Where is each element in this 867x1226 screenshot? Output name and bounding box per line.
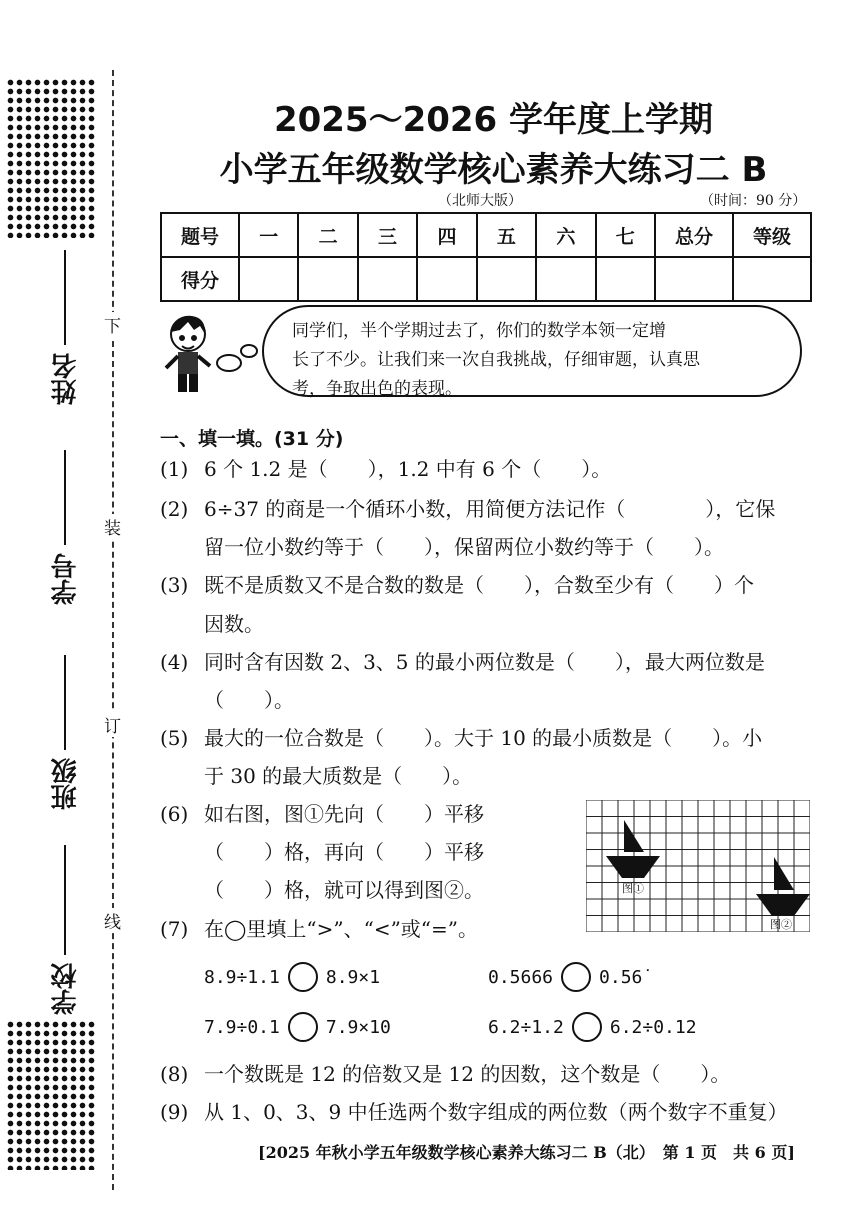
question-6-continued-1: （ ）格，再向（ ）平移 — [204, 840, 484, 864]
score-cell[interactable] — [536, 257, 595, 301]
score-table-score-row — [161, 257, 811, 301]
question-6-continued-2: （ ）格，就可以得到图②。 — [204, 878, 484, 902]
question-number: (7) — [160, 917, 189, 941]
score-cell[interactable] — [477, 257, 536, 301]
compare-item-1 — [204, 962, 380, 992]
student-id-line — [64, 450, 66, 545]
score-cell[interactable] — [733, 257, 811, 301]
question-text: 6÷37 的商是一个循环小数，用简便方法记作（ ），它保 — [204, 497, 776, 521]
compare-item-3 — [204, 1012, 391, 1042]
edition-label: （北师大版） — [438, 193, 522, 209]
name-line — [64, 250, 66, 345]
score-table-header-row — [161, 213, 811, 257]
score-header-cell: 等级 — [733, 213, 811, 257]
question-text: 同时含有因数 2、3、5 的最小两位数是（ ），最大两位数是 — [204, 650, 765, 674]
question-7 — [160, 910, 815, 948]
score-cell[interactable] — [596, 257, 655, 301]
school-field[interactable] — [28, 845, 102, 1015]
score-header-cell: 三 — [358, 213, 417, 257]
cut-mark-3: 订 — [104, 712, 121, 737]
time-label: （时间：90 分） — [700, 193, 807, 209]
school-label: 学校 — [50, 963, 81, 1015]
score-header-cell: 六 — [536, 213, 595, 257]
page-footer: [2025 年秋小学五年级数学核心素养大练习二 B（北） 第 1 页 共 6 页] — [258, 1143, 795, 1162]
compare-item-2 — [488, 962, 642, 992]
section-1-title: 一、填一填。(31 分) — [160, 428, 344, 450]
cartoon-student-icon — [158, 310, 218, 400]
title-line-1: 2025～2026 学年度上学期 — [273, 100, 714, 140]
score-cell[interactable] — [417, 257, 476, 301]
question-2 — [160, 490, 815, 528]
compare-answer-circle[interactable] — [288, 1012, 318, 1042]
question-number: (5) — [160, 726, 189, 750]
compare-item-4 — [488, 1012, 697, 1042]
score-header-cell: 二 — [298, 213, 357, 257]
question-text: 最大的一位合数是（ ）。大于 10 的最小质数是（ ）。小 — [204, 726, 763, 750]
class-label: 班级 — [50, 758, 81, 810]
score-header-cell: 一 — [239, 213, 298, 257]
binding-cut-line — [112, 70, 114, 1190]
compare-answer-circle[interactable] — [572, 1012, 602, 1042]
student-id-label: 学号 — [50, 553, 81, 605]
question-3 — [160, 566, 815, 604]
compare-right: 7.9×10 — [325, 1016, 391, 1038]
question-text: 从 1、0、3、9 中任选两个数字组成的两位数（两个数字不重复） — [204, 1100, 788, 1124]
score-cell[interactable] — [298, 257, 357, 301]
score-header-cell: 七 — [596, 213, 655, 257]
student-id-field[interactable] — [28, 450, 102, 605]
compare-answer-circle[interactable] — [561, 962, 591, 992]
compare-left: 0.5666 — [488, 966, 554, 988]
question-4-continued: （ ）。 — [204, 688, 294, 712]
class-field[interactable] — [28, 655, 102, 810]
score-header-cell: 总分 — [655, 213, 733, 257]
name-field[interactable] — [28, 250, 102, 405]
decorative-dot-pattern-bottom — [6, 1020, 96, 1170]
score-header-cell: 五 — [477, 213, 536, 257]
question-2-continued: 留一位小数约等于（ ），保留两位小数约等于（ ）。 — [204, 535, 724, 559]
compare-left: 7.9÷0.1 — [204, 1016, 280, 1038]
score-row-label: 得分 — [161, 257, 239, 301]
compare-right: 6.2÷0.12 — [609, 1016, 697, 1038]
question-number: (8) — [160, 1062, 189, 1086]
score-header-cell: 题号 — [161, 213, 239, 257]
question-8 — [160, 1055, 815, 1093]
intro-line-2: 长了不少。让我们来一次自我挑战，仔细审题，认真思 — [292, 350, 700, 370]
question-text: 6 个 1.2 是（ ），1.2 中有 6 个（ ）。 — [204, 457, 612, 481]
score-cell[interactable] — [655, 257, 733, 301]
compare-right: 8.9×1 — [325, 966, 381, 988]
class-line — [64, 655, 66, 750]
question-number: (6) — [160, 802, 189, 826]
question-text: 一个数既是 12 的倍数又是 12 的因数，这个数是（ ）。 — [204, 1062, 731, 1086]
question-9 — [160, 1093, 815, 1131]
compare-answer-circle[interactable] — [288, 962, 318, 992]
compare-left: 8.9÷1.1 — [204, 966, 280, 988]
score-cell[interactable] — [358, 257, 417, 301]
question-text: 如右图，图①先向（ ）平移 — [204, 802, 484, 826]
thought-bubble-dot — [216, 354, 242, 372]
intro-line-3: 考，争取出色的表现。 — [292, 379, 462, 399]
question-number: (3) — [160, 573, 189, 597]
cut-mark-4: 线 — [104, 908, 121, 933]
question-text: 既不是质数又不是合数的数是（ ），合数至少有（ ）个 — [204, 573, 754, 597]
score-table — [160, 212, 812, 302]
figure-1-label: 图① — [622, 882, 644, 895]
question-5 — [160, 719, 815, 757]
title-line-2: 小学五年级数学核心素养大练习二 B — [219, 150, 768, 190]
question-1 — [160, 450, 815, 488]
question-3-continued: 因数。 — [204, 612, 264, 636]
score-header-cell: 四 — [417, 213, 476, 257]
score-cell[interactable] — [239, 257, 298, 301]
compare-left: 6.2÷1.2 — [488, 1016, 564, 1038]
question-6 — [160, 795, 560, 833]
intro-speech-bubble — [262, 305, 802, 397]
question-number: (4) — [160, 650, 189, 674]
compare-right: 0.56̇ — [599, 966, 643, 988]
figure-2-label: 图② — [770, 918, 792, 931]
name-label: 姓名 — [50, 353, 81, 405]
question-number: (9) — [160, 1100, 189, 1124]
thought-bubble-dot — [240, 344, 258, 358]
cut-mark-2: 装 — [104, 514, 121, 539]
intro-line-1: 同学们，半个学期过去了，你们的数学本领一定增 — [292, 321, 666, 341]
question-text: 在◯里填上“>”、“<”或“=”。 — [204, 917, 479, 941]
school-line — [64, 845, 66, 955]
question-number: (2) — [160, 497, 189, 521]
question-4 — [160, 643, 815, 681]
question-5-continued: 于 30 的最大质数是（ ）。 — [204, 764, 473, 788]
cut-mark-1: 下 — [104, 312, 121, 337]
question-number: (1) — [160, 457, 189, 481]
